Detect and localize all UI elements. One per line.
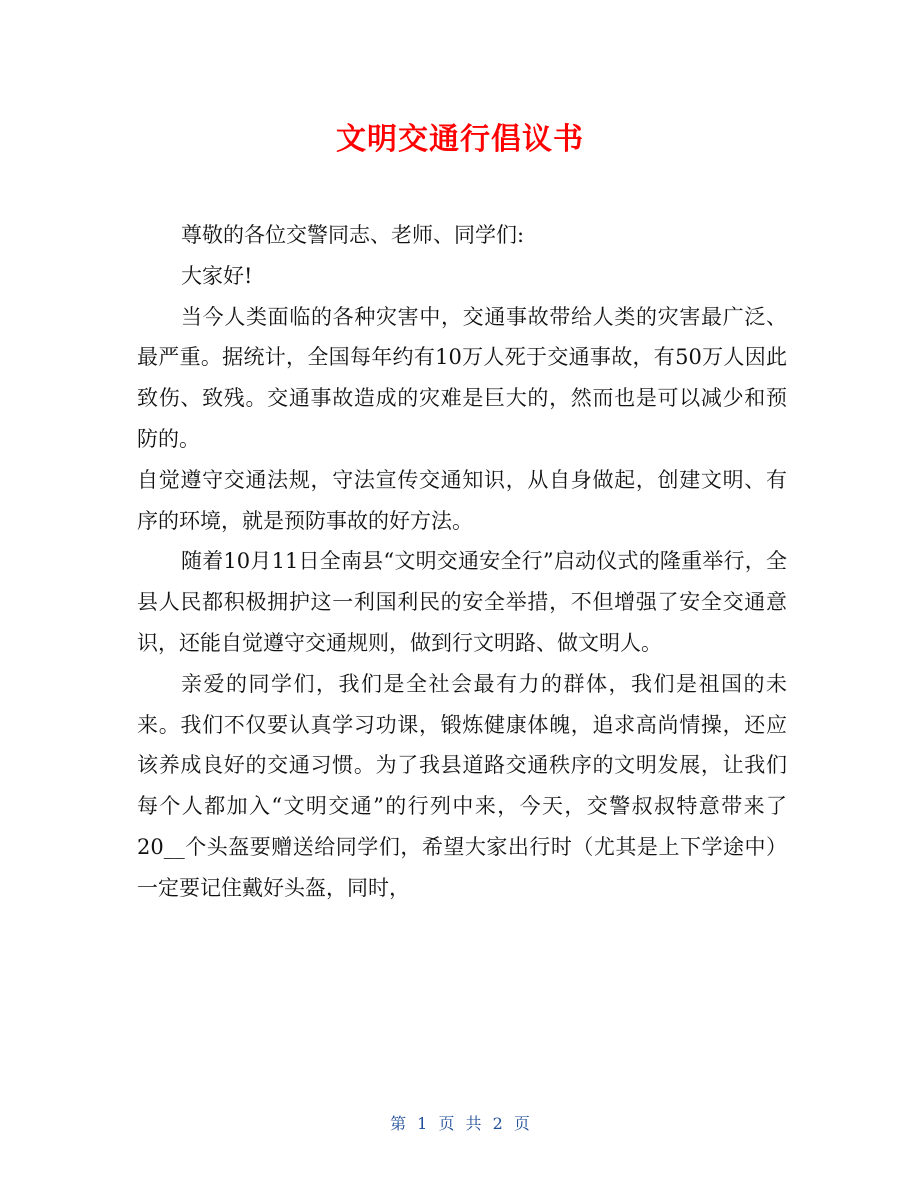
document-title: 文明交通行倡议书	[336, 122, 584, 157]
document-body	[137, 215, 787, 909]
body-paragraph-4: 亲爱的同学们，我们是全社会最有力的群体，我们是祖国的未来。我们不仅要认真学习功课，锻炼健康体魄，追求高尚情操，还应该养成良好的交通习惯。为了我县道路交通秩序的文明发展，让我们每个人都加入“文明交通”的行列中来，今天，交警叔叔特意带来了20__个头盔要赠送给同学们，希望大家出行时（尤其是上下学途中）一定要记住戴好头盔，同时，	[137, 671, 787, 900]
body-paragraph-3: 随着10月11日全南县“文明交通安全行”启动仪式的隆重举行，全县人民都积极拥护这一利国利民的安全举措，不但增强了安全交通意识，还能自觉遵守交通规则，做到行文明路、做文明人。	[137, 549, 787, 655]
salutation-paragraph: 尊敬的各位交警同志、老师、同学们:	[181, 223, 525, 247]
page-number-footer: 第 1 页 共 2 页	[390, 1114, 530, 1133]
body-paragraph-1: 当今人类面临的各种灾害中，交通事故带给人类的灾害最广泛、最严重。据统计，全国每年约有10万人死于交通事故，有50万人因此致伤、致残。交通事故造成的灾难是巨大的，然而也是可以减少和预防的。	[137, 304, 787, 451]
body-paragraph-2: 自觉遵守交通法规，守法宣传交通知识，从自身做起，创建文明、有序的环境，就是预防事故的好方法。	[137, 467, 787, 533]
greeting-paragraph: 大家好!	[181, 263, 253, 288]
